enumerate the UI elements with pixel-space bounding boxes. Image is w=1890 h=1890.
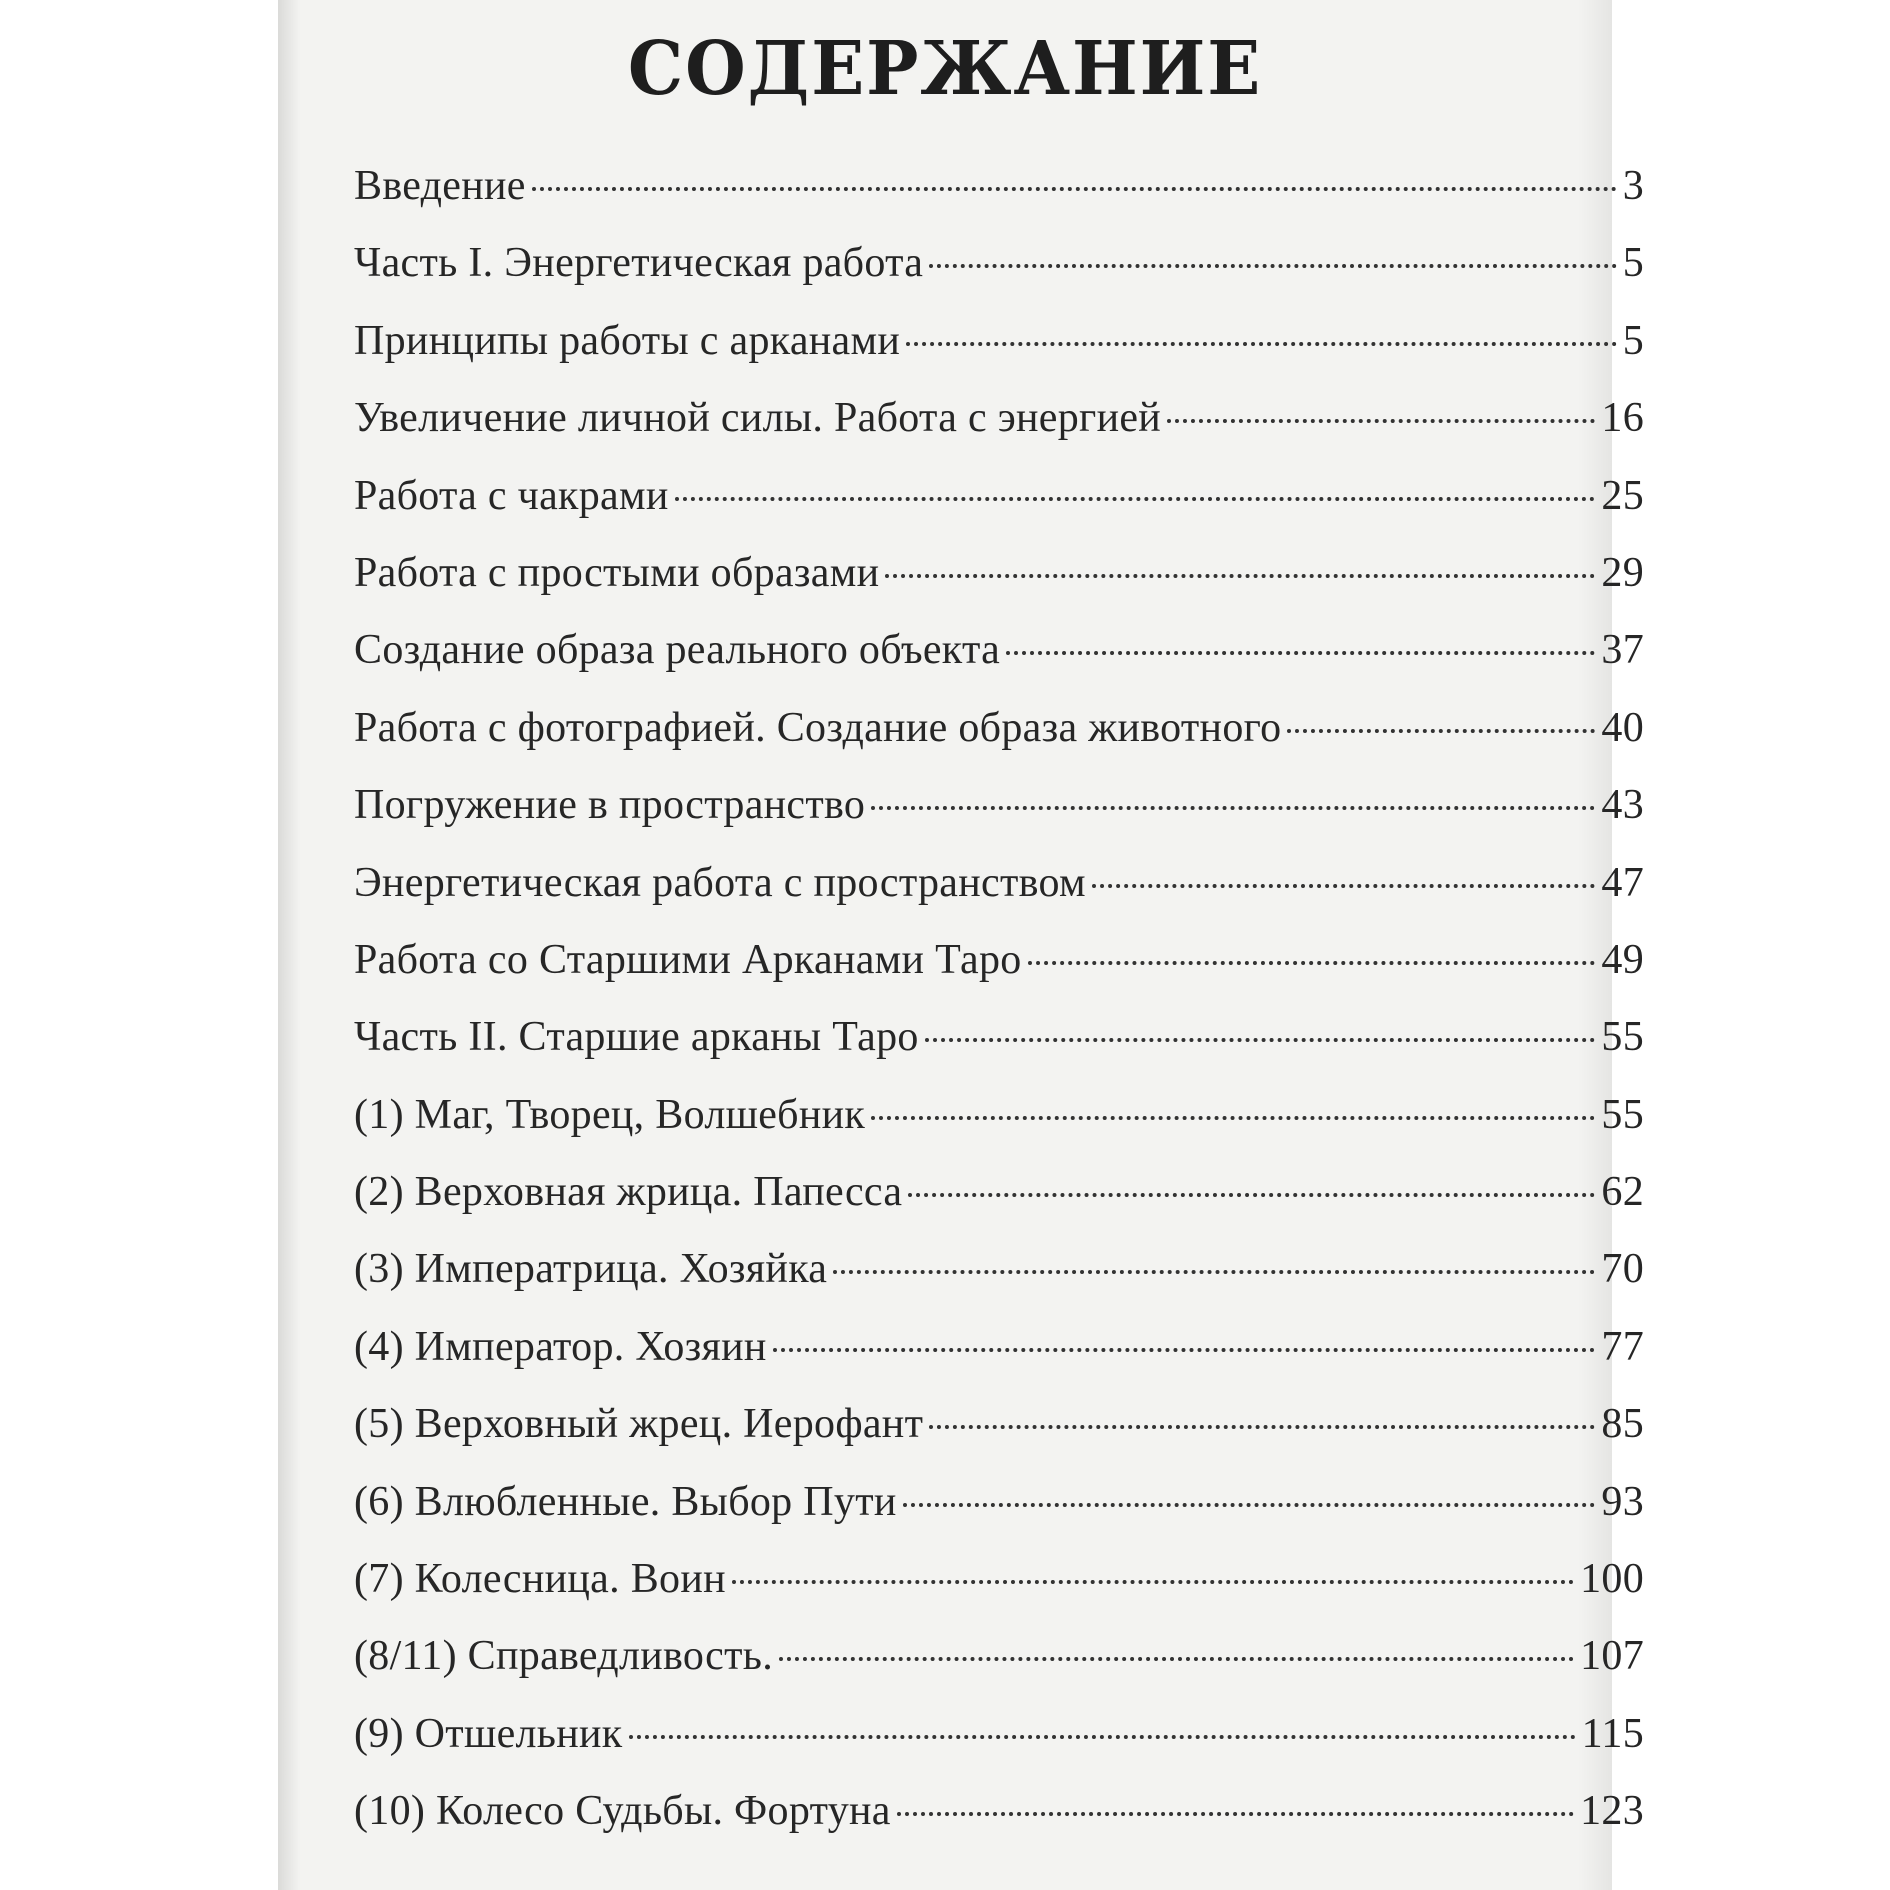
toc-entry-label: Работа со Старшими Арканами Таро bbox=[354, 936, 1022, 983]
toc-entry-label: Работа с чакрами bbox=[354, 472, 669, 519]
dot-leader bbox=[1006, 651, 1595, 655]
toc-entry bbox=[354, 1400, 1644, 1477]
toc-entry bbox=[354, 1555, 1644, 1632]
toc-entry-page-number: 85 bbox=[1601, 1401, 1644, 1448]
toc-entry bbox=[354, 162, 1644, 239]
toc-entry-page-number: 5 bbox=[1622, 317, 1644, 364]
toc-entry-label: Работа с простыми образами bbox=[354, 549, 880, 596]
toc-entry-label: Часть II. Старшие арканы Таро bbox=[354, 1014, 919, 1061]
dot-leader bbox=[1028, 961, 1596, 965]
dot-leader bbox=[833, 1270, 1595, 1274]
toc-entry-label: (3) Императрица. Хозяйка bbox=[354, 1246, 828, 1293]
dot-leader bbox=[1287, 729, 1595, 733]
toc-entry-page-number: 47 bbox=[1601, 859, 1644, 906]
dot-leader bbox=[773, 1348, 1596, 1352]
toc-entry-page-number: 70 bbox=[1601, 1246, 1644, 1293]
dot-leader bbox=[908, 1193, 1595, 1197]
dot-leader bbox=[903, 1503, 1596, 1507]
toc-entry bbox=[354, 626, 1644, 703]
toc-entry-label: Введение bbox=[354, 163, 526, 209]
dot-leader bbox=[629, 1735, 1576, 1739]
toc-entry bbox=[354, 549, 1644, 626]
dot-leader bbox=[779, 1657, 1574, 1661]
toc-entry-label: (5) Верховный жрец. Иерофант bbox=[354, 1401, 924, 1448]
toc-entry bbox=[354, 1710, 1644, 1787]
toc-entry-label: Энергетическая работа с пространством bbox=[354, 859, 1086, 906]
toc-entry-label: Принципы работы с арканами bbox=[354, 317, 901, 364]
toc-entry-page-number: 49 bbox=[1601, 936, 1644, 983]
toc-entry bbox=[354, 394, 1644, 471]
toc-entry-label: Работа с фотографией. Создание образа животного bbox=[354, 704, 1282, 751]
toc-entry-page-number: 5 bbox=[1622, 240, 1644, 287]
toc-entry-label: Погружение в пространство bbox=[354, 782, 866, 829]
toc-entry-label: (2) Верховная жрица. Папесса bbox=[354, 1169, 903, 1216]
dot-leader bbox=[929, 264, 1616, 268]
toc-entry-label: (10) Колесо Судьбы. Фортуна bbox=[354, 1788, 891, 1835]
toc-entry bbox=[354, 472, 1644, 549]
toc-entry bbox=[354, 1478, 1644, 1555]
toc-entry-page-number: 93 bbox=[1601, 1478, 1644, 1525]
dot-leader bbox=[871, 1116, 1595, 1120]
dot-leader bbox=[897, 1812, 1574, 1816]
dot-leader bbox=[732, 1580, 1574, 1584]
toc-entry-page-number: 40 bbox=[1601, 704, 1644, 751]
toc-entry-page-number: 115 bbox=[1581, 1710, 1644, 1757]
toc-entry bbox=[354, 1787, 1644, 1864]
toc-entry-label: Создание образа реального объекта bbox=[354, 627, 1001, 674]
toc-entry bbox=[354, 317, 1644, 394]
dot-leader bbox=[532, 187, 1617, 191]
toc-entry bbox=[354, 1168, 1644, 1245]
toc-entry bbox=[354, 239, 1644, 316]
toc-entry bbox=[354, 1323, 1644, 1400]
toc-entry-label: Увеличение личной силы. Работа с энергией bbox=[354, 395, 1162, 442]
toc-entry bbox=[354, 859, 1644, 936]
toc-entry-page-number: 77 bbox=[1601, 1323, 1644, 1370]
toc-entry-page-number: 16 bbox=[1601, 395, 1644, 442]
book-page bbox=[278, 0, 1644, 1890]
toc-entry-page-number: 43 bbox=[1601, 782, 1644, 829]
dot-leader bbox=[885, 574, 1595, 578]
dot-leader bbox=[675, 497, 1596, 501]
toc-entry-page-number: 123 bbox=[1580, 1788, 1644, 1835]
toc-entry bbox=[354, 704, 1644, 781]
toc-entry bbox=[354, 1091, 1644, 1168]
toc-entry bbox=[354, 781, 1644, 858]
toc-entry-label: (7) Колесница. Воин bbox=[354, 1556, 726, 1603]
toc-entry-page-number: 55 bbox=[1601, 1014, 1644, 1061]
toc-entry-label: (8/11) Справедливость. bbox=[354, 1633, 774, 1680]
toc-entry-page-number: 107 bbox=[1580, 1633, 1644, 1680]
dot-leader bbox=[929, 1425, 1595, 1429]
toc-entry-page-number: 29 bbox=[1601, 549, 1644, 596]
toc-entry-page-number: 55 bbox=[1601, 1091, 1644, 1138]
dot-leader bbox=[906, 342, 1617, 346]
dot-leader bbox=[925, 1038, 1596, 1042]
toc-entry bbox=[354, 1013, 1644, 1090]
toc-entry-label: (1) Маг, Творец, Волшебник bbox=[354, 1091, 866, 1138]
toc-entry bbox=[354, 936, 1644, 1013]
toc-entry-page-number: 37 bbox=[1601, 627, 1644, 674]
toc-entry-label: (4) Император. Хозяин bbox=[354, 1323, 767, 1370]
dot-leader bbox=[1092, 884, 1596, 888]
toc-entry-page-number: 25 bbox=[1601, 472, 1644, 519]
table-of-contents bbox=[354, 162, 1644, 1865]
toc-entry-label: (9) Отшельник bbox=[354, 1710, 623, 1757]
dot-leader bbox=[1167, 419, 1595, 423]
toc-entry-label: (6) Влюбленные. Выбор Пути bbox=[354, 1478, 897, 1525]
toc-entry-page-number: 62 bbox=[1601, 1169, 1644, 1216]
toc-entry bbox=[354, 1245, 1644, 1322]
page-title: СОДЕРЖАНИЕ bbox=[627, 26, 1263, 112]
toc-entry bbox=[354, 1632, 1644, 1709]
toc-entry-label: Часть I. Энергетическая работа bbox=[354, 240, 924, 287]
toc-entry-page-number: 3 bbox=[1622, 163, 1644, 209]
toc-entry-page-number: 100 bbox=[1580, 1556, 1644, 1603]
dot-leader bbox=[871, 806, 1595, 810]
